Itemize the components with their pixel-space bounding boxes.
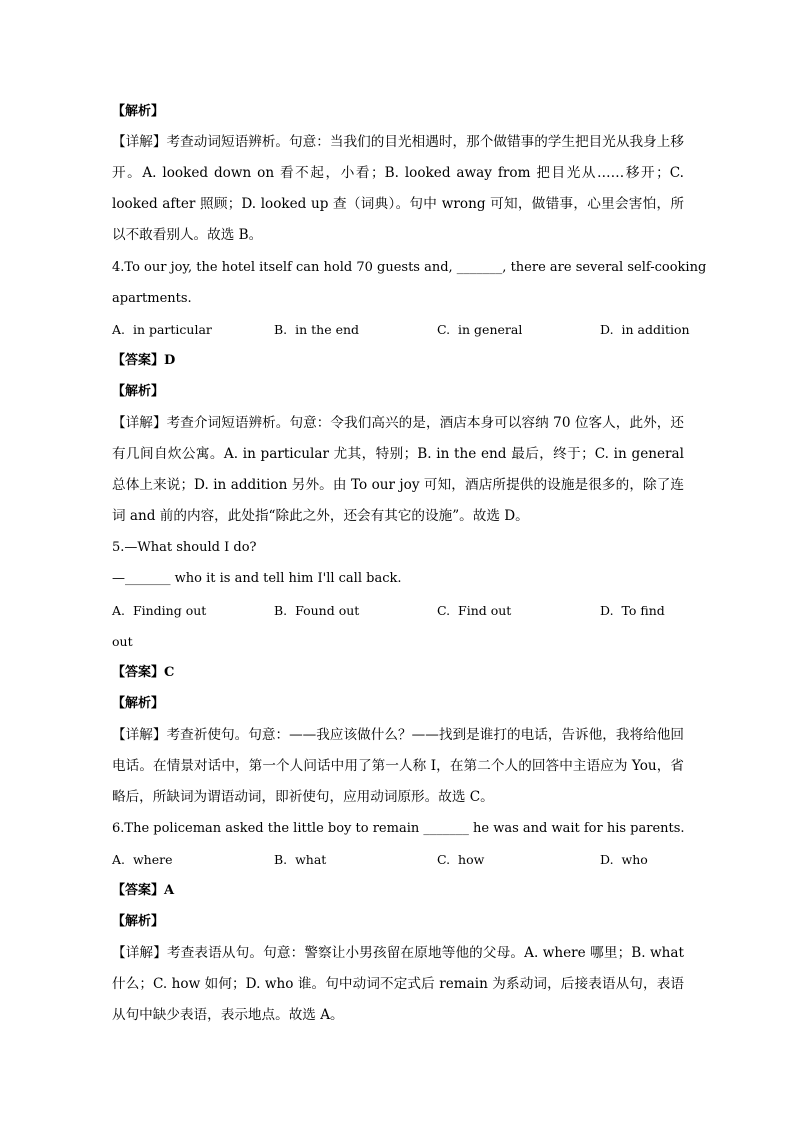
- analysis-heading: 【解析】: [112, 104, 165, 119]
- question-6-stem: 6.The policeman asked the little boy to remain _______ he was and wait for his parents.: [112, 821, 685, 836]
- q4-answer: 【答案】D: [112, 353, 176, 368]
- q4-detail-paragraph: 【详解】考查介词短语辨析。句意：令我们高兴的是，酒店本身可以容纳 70 位客人，此外，还有几间自炊公寓。A. in particular 尤其，特别；B. in the end 最后，终于；C. in general 总体上来说；D. in addition 另外。由 To our joy 可知，酒店所提供的设施是很多的，除了连词 and 前的内容，此处指“除此之外，还会有其它的设施”。故选 D。: [112, 415, 684, 524]
- q5-detail-paragraph: 【详解】考查祈使句。句意：——我应该做什么？——找到是谁打的电话，告诉他，我将给他回电话。在情景对话中，第一个人问话中用了第一人称 I，在第二个人的回答中主语应为 You，省略后，所缺词为谓语动词，即祈使句，应用动词原形。故选 C。: [112, 727, 684, 805]
- q4-option-c: C. in general: [437, 322, 523, 337]
- q5-option-d-wrap: out: [112, 634, 133, 649]
- question-5-stem-cont: —_______ who it is and tell him I'll call back.: [112, 571, 402, 586]
- q5-option-d: D. To find: [600, 603, 665, 618]
- q6-option-b: B. what: [274, 852, 327, 867]
- q6-option-a: A. where: [112, 852, 173, 867]
- q4-option-b: B. in the end: [274, 322, 360, 337]
- q6-answer: 【答案】A: [112, 883, 175, 898]
- q5-option-b: B. Found out: [274, 603, 360, 618]
- q5-answer: 【答案】C: [112, 665, 175, 680]
- q5-analysis-heading: 【解析】: [112, 696, 165, 711]
- question-5-stem: 5.—What should I do?: [112, 540, 257, 555]
- q6-option-d: D. who: [600, 852, 648, 867]
- question-4-stem-cont: apartments.: [112, 291, 192, 306]
- question-4-stem: 4.To our joy, the hotel itself can hold 70 guests and, _______, there are several self-cooking: [112, 260, 707, 275]
- q6-detail-paragraph: 【详解】考查表语从句。句意：警察让小男孩留在原地等他的父母。A. where 哪里；B. what 什么；C. how 如何；D. who 谁。句中动词不定式后 remain 为系动词，后接表语从句，表语从句中缺少表语，表示地点。故选 A。: [112, 945, 684, 1023]
- q6-option-c: C. how: [437, 852, 485, 867]
- detail-paragraph: 【详解】考查动词短语辨析。句意：当我们的目光相遇时，那个做错事的学生把目光从我身上移开。A. looked down on 看不起，小看；B. looked away from 把目光从……移开；C. looked after 照顾；D. looked up 查（词典）。句中 wrong 可知，做错事，心里会害怕，所以不敢看别人。故选 B。: [112, 134, 684, 243]
- q4-analysis-heading: 【解析】: [112, 384, 165, 399]
- q4-option-a: A. in particular: [112, 322, 212, 337]
- q6-analysis-heading: 【解析】: [112, 914, 165, 929]
- q5-option-a: A. Finding out: [112, 603, 207, 618]
- q4-option-d: D. in addition: [600, 322, 690, 337]
- q5-option-c: C. Find out: [437, 603, 512, 618]
